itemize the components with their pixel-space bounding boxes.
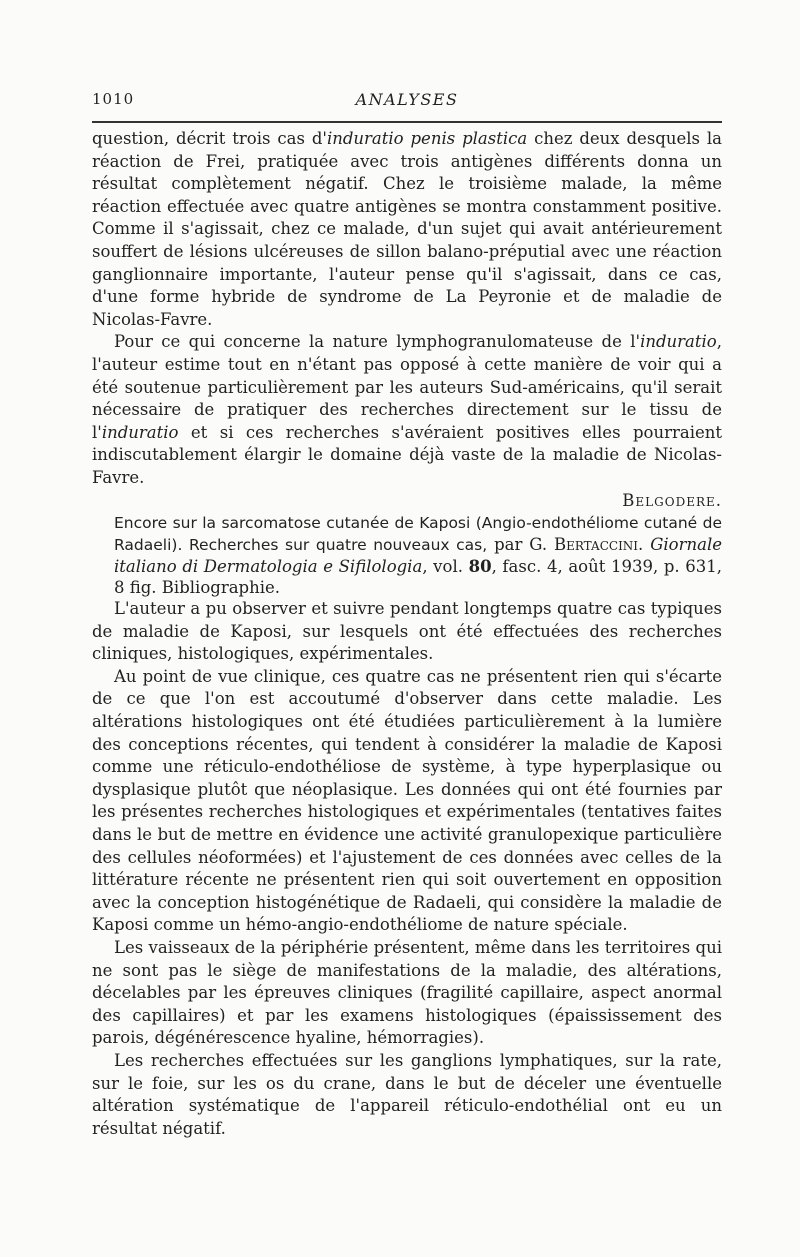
- running-title: ANALYSES: [355, 90, 459, 109]
- article-author: G. Bertaccini.: [529, 535, 644, 555]
- volume-number: 80: [468, 557, 492, 577]
- paragraph: Les vaisseaux de la périphérie présentent, même dans les territoires qui ne sont pas le siège de manifestations de la maladie, des altérations, décelables par les épreuves cliniques (fragilité capillaire, aspect anormal des capillaires) et par les examens histologiques (épaississement des parois, dégénérescence hyaline, hémorragies).: [92, 938, 722, 1048]
- running-head: [92, 90, 722, 114]
- paragraph: Au point de vue clinique, ces quatre cas ne présentent rien qui s'écarte de ce que l'on est accoutumé d'observer dans cette maladie. Les altérations histologiques ont été étudiées particulièrement à la lumière des conceptions récentes, qui tendent à considérer la maladie de Kaposi comme une réticulo-endothéliose de système, à type hyperplasique ou dysplasique plutôt que néoplasique. Les données qui ont été fournies par les présentes recherches histologiques et expérimentales (tentatives faites dans le but de mettre en évidence une activité granulopexique particulière des cellules néoformées) et l'ajustement de ces données avec celles de la littérature récente ne présentent rien qui soit ouvertement en opposition avec la conception histogénétique de Radaeli, qui considère la maladie de Kaposi comme un hémo-angio-endothéliome de nature spéciale.: [92, 666, 722, 935]
- article-heading: Encore sur la sarcomatose cutanée de Kaposi (Angio-endothéliome cutané de Radaeli). Recherches sur quatre nouveaux cas, par G. Bertaccini. Giornale italiano di Dermatologia e Sifilologia, vol. 80, fasc. 4, août 1939, p. 631, 8 fig. Bibliographie.: [114, 514, 723, 598]
- paragraph: L'auteur a pu observer et suivre pendant longtemps quatre cas typiques de maladie de Kaposi, sur lesquels ont été effectuées des recherches cliniques, histologiques, expérimentales.: [92, 599, 722, 664]
- reviewer-signature: Belgodere.: [622, 490, 722, 510]
- journal-name: Giornale italiano di Dermatologia e Sifilologia: [114, 535, 722, 577]
- article-title: Encore sur la sarcomatose cutanée de Kaposi (Angio-endothéliome cutané de Radaeli). Recherches sur quatre nouveaux cas,: [114, 514, 722, 555]
- paragraph: Les recherches effectuées sur les ganglions lymphatiques, sur la rate, sur le foie, sur les os du crane, dans le but de déceler une éventuelle altération systématique de l'appareil réticulo-endothélial ont eu un résultat négatif.: [92, 1050, 722, 1138]
- page-body: [92, 128, 722, 1140]
- paragraph: Pour ce qui concerne la nature lymphogranulomateuse de l'induratio, l'auteur estime tout en n'étant pas opposé à cette manière de voir qui a été soutenue particulièrement par les auteurs Sud-américains, qu'il serait nécessaire de pratiquer des recherches directement sur le tissu de l'induratio et si ces recherches s'avéraient positives elles pourraient indiscutablement élargir le domaine déjà vaste de la maladie de Nicolas-Favre.: [92, 332, 722, 487]
- paragraph: question, décrit trois cas d'induratio penis plastica chez deux desquels la réaction de Frei, pratiquée avec trois antigènes différents donna un résultat complètement négatif. Chez le troisième malade, la même réaction effectuée avec quatre antigènes se montra constamment positive. Comme il s'agissait, chez ce malade, d'un sujet qui avait antérieurement souffert de lésions ulcéreuses de sillon balano-préputial avec une réaction ganglionnaire importante, l'auteur pense qu'il s'agissait, dans ce cas, d'une forme hybride de syndrome de La Peyronie et de maladie de Nicolas-Favre.: [92, 129, 722, 329]
- header-rule: [92, 121, 722, 123]
- page-number: 1010: [92, 90, 135, 108]
- page: [92, 0, 722, 1257]
